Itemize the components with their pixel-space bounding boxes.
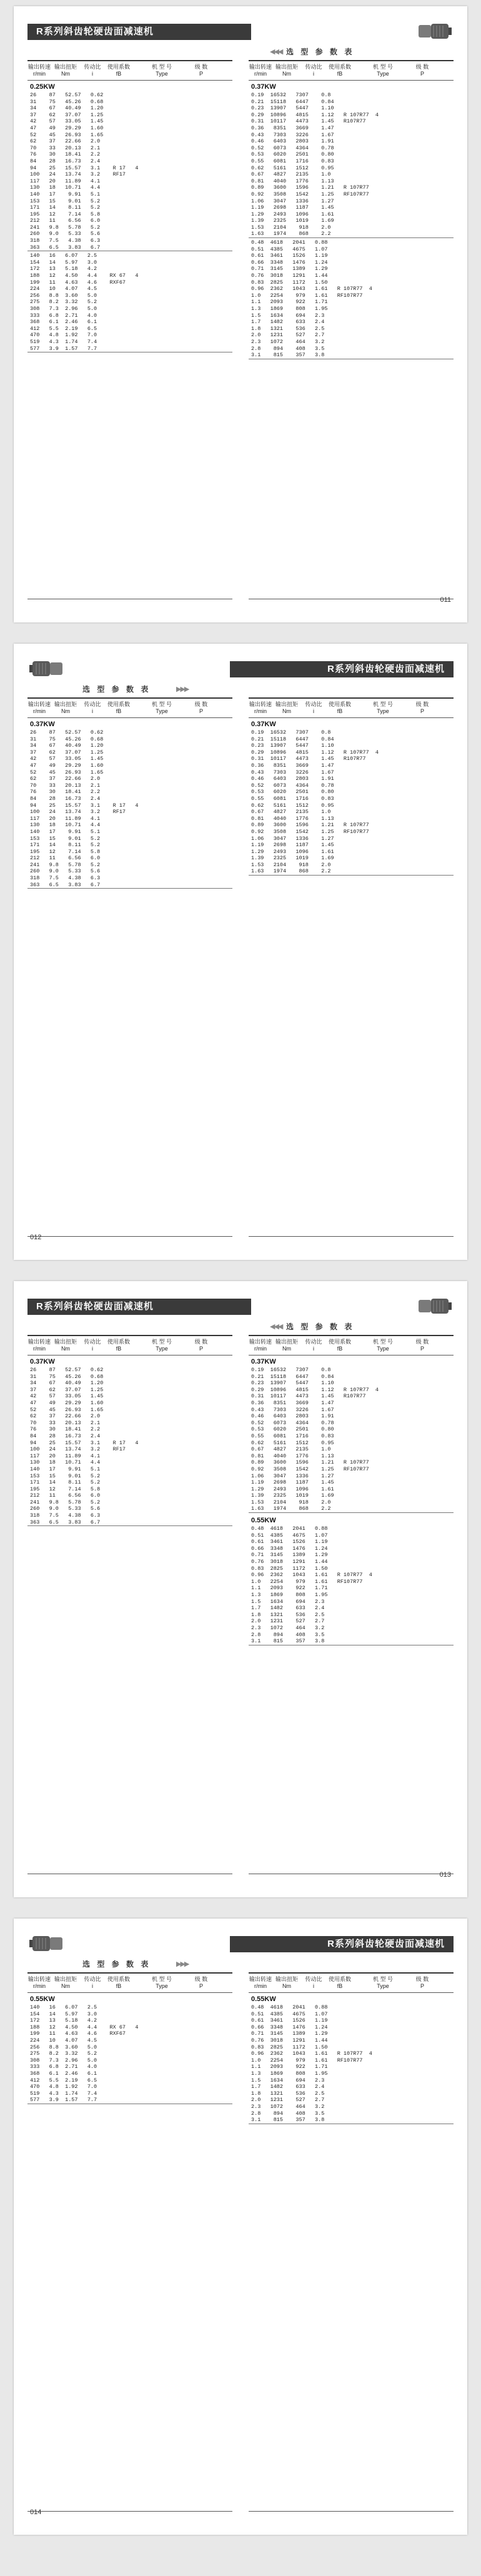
table-row: 188 12 4.50 4.4 RX 67 4 bbox=[30, 2024, 139, 2030]
table-row: 0.71 3145 1389 1.29 bbox=[251, 266, 328, 272]
table-row: 241 9.8 5.78 5.2 bbox=[30, 224, 101, 231]
rows-group bbox=[249, 1525, 454, 1645]
power-heading: 0.37KW bbox=[30, 721, 55, 728]
table-row: 94 25 15.57 3.1 R 17 4 bbox=[30, 802, 139, 809]
table-row: 1.29 2493 1096 1.61 bbox=[251, 848, 334, 855]
table-row: 0.66 3348 1476 1.24 bbox=[251, 1545, 328, 1552]
table-row: 1.19 2698 1187 1.45 bbox=[251, 842, 334, 849]
table-row: 0.51 4385 4675 1.07 bbox=[251, 246, 328, 252]
table-row: 2.0 1231 527 2.7 bbox=[251, 332, 325, 339]
table-row: 0.48 4618 2041 0.88 bbox=[251, 2004, 328, 2010]
table-row: 0.51 4385 4675 1.07 bbox=[251, 2010, 328, 2017]
table-row: 0.36 8351 3669 1.47 bbox=[251, 124, 334, 131]
table-row: 1.3 1869 808 1.95 bbox=[251, 1592, 328, 1598]
table-row: 1.5 1634 694 2.3 bbox=[251, 2077, 325, 2084]
table-row: 3.1 815 357 3.8 bbox=[251, 2117, 325, 2124]
table-row: 0.92 3508 1542 1.25 RF107R77 bbox=[251, 828, 369, 835]
table-row: 42 57 33.05 1.45 bbox=[30, 118, 104, 125]
table-row: 1.1 2093 922 1.71 bbox=[251, 299, 328, 306]
table-row: 368 6.1 2.46 6.1 bbox=[30, 319, 97, 326]
table-row: 171 14 8.11 5.2 bbox=[30, 1479, 101, 1486]
table-row: 519 4.3 1.74 7.4 bbox=[30, 2090, 97, 2097]
table-row: 140 16 6.07 2.5 bbox=[30, 252, 97, 259]
table-row: 140 17 9.91 5.1 bbox=[30, 1465, 101, 1472]
table-row: 1.7 1482 633 2.4 bbox=[251, 319, 325, 326]
table-row: 117 20 11.89 4.1 bbox=[30, 815, 101, 822]
table-row: 0.67 4827 2135 1.0 bbox=[251, 1446, 331, 1453]
table-row: 1.39 2325 1019 1.69 bbox=[251, 855, 334, 862]
table-row: 260 9.0 5.33 5.6 bbox=[30, 1505, 101, 1512]
arrow-decoration: ◀◀◀ bbox=[270, 48, 282, 56]
table-row: 0.31 10117 4473 1.45 R107R77 bbox=[251, 756, 366, 762]
table-row: 37 62 37.07 1.25 bbox=[30, 749, 104, 756]
page-title: R系列斜齿轮硬齿面减速机 bbox=[230, 1936, 454, 1952]
table-row: 0.61 3461 1526 1.19 bbox=[251, 1539, 328, 1545]
table-row: 2.8 894 408 3.5 bbox=[251, 345, 325, 352]
table-row: 0.76 3018 1291 1.44 bbox=[251, 2037, 328, 2044]
table-row: 0.96 2362 1043 1.61 R 107R77 4 bbox=[251, 2050, 372, 2057]
table-row: 188 12 4.50 4.4 RX 67 4 bbox=[30, 272, 139, 279]
table-row: 76 30 18.41 2.2 bbox=[30, 151, 101, 158]
table-row: 70 33 20.13 2.1 bbox=[30, 1419, 101, 1426]
table-row: 0.52 6073 4364 0.78 bbox=[251, 1419, 334, 1426]
table-row: 52 45 26.93 1.65 bbox=[30, 769, 104, 776]
table-row: 34 67 40.49 1.20 bbox=[30, 1380, 104, 1387]
page-2 bbox=[14, 644, 467, 1260]
table-row: 0.21 15118 6447 0.84 bbox=[251, 736, 334, 742]
table-row: 94 25 15.57 3.1 R 17 4 bbox=[30, 164, 139, 171]
table-row: 363 6.5 3.83 6.7 bbox=[30, 244, 101, 251]
table-row: 212 11 6.56 6.0 bbox=[30, 1492, 101, 1499]
table-row: 3.1 815 357 3.8 bbox=[251, 1638, 325, 1645]
table-row: 0.21 15118 6447 0.84 bbox=[251, 1373, 334, 1380]
table-row: 140 16 6.07 2.5 bbox=[30, 2004, 97, 2010]
table-row: 0.48 4618 2041 0.88 bbox=[251, 1525, 328, 1532]
page-number: 013 bbox=[439, 1871, 451, 1879]
power-heading: 0.25KW bbox=[30, 83, 55, 91]
table-column-left bbox=[27, 1972, 232, 2512]
table-row: 100 24 13.74 3.2 RF17 bbox=[30, 171, 126, 178]
table-row: 368 6.1 2.46 6.1 bbox=[30, 2070, 97, 2077]
gear-motor-icon bbox=[29, 657, 64, 679]
table-row: 363 6.5 3.83 6.7 bbox=[30, 881, 101, 888]
table-row: 2.3 1072 464 3.2 bbox=[251, 1624, 325, 1631]
table-row: 1.06 3047 1336 1.27 bbox=[251, 835, 334, 842]
table-row: 0.43 7303 3226 1.67 bbox=[251, 769, 334, 776]
table-row: 62 37 22.66 2.0 bbox=[30, 138, 101, 145]
table-row: 1.29 2493 1096 1.61 bbox=[251, 211, 334, 217]
table-row: 275 8.2 3.32 5.2 bbox=[30, 2050, 97, 2057]
table-row: 0.29 10896 4815 1.12 R 107R77 4 bbox=[251, 1386, 379, 1393]
table-row: 333 6.8 2.71 4.0 bbox=[30, 312, 97, 319]
table-row: 154 14 5.97 3.0 bbox=[30, 259, 97, 266]
power-heading: 0.37KW bbox=[251, 721, 276, 728]
table-row: 1.0 2254 979 1.61 RF107R77 bbox=[251, 292, 363, 299]
table-row: 1.53 2104 918 2.0 bbox=[251, 861, 331, 868]
table-row: 31 75 45.26 0.68 bbox=[30, 1373, 104, 1380]
power-heading: 0.37KW bbox=[30, 1358, 55, 1365]
table-row: 0.29 10896 4815 1.12 R 107R77 4 bbox=[251, 749, 379, 756]
page-subtitle: 选 型 参 数 表 bbox=[286, 1322, 355, 1331]
table-row: 0.67 4827 2135 1.0 bbox=[251, 171, 331, 178]
table-row: 31 75 45.26 0.68 bbox=[30, 736, 104, 742]
table-row: 130 18 10.71 4.4 bbox=[30, 822, 101, 829]
table-row: 0.52 6073 4364 0.78 bbox=[251, 144, 334, 151]
table-row: 100 24 13.74 3.2 RF17 bbox=[30, 809, 126, 816]
table-row: 1.0 2254 979 1.61 RF107R77 bbox=[251, 2057, 363, 2064]
table-column-left bbox=[27, 1335, 232, 1874]
table-row: 1.5 1634 694 2.3 bbox=[251, 1598, 325, 1605]
table-row: 0.31 10117 4473 1.45 R107R77 bbox=[251, 118, 366, 125]
table-row: 412 5.5 2.19 6.5 bbox=[30, 2077, 97, 2084]
table-row: 70 33 20.13 2.1 bbox=[30, 144, 101, 151]
table-row: 0.43 7303 3226 1.67 bbox=[251, 131, 334, 138]
table-row: 0.55 6081 1716 0.83 bbox=[251, 157, 334, 164]
table-row: 260 9.0 5.33 5.6 bbox=[30, 231, 101, 237]
rows-group bbox=[249, 1367, 454, 1513]
table-row: 26 87 52.57 0.62 bbox=[30, 1367, 104, 1373]
table-row: 0.96 2362 1043 1.61 R 107R77 4 bbox=[251, 286, 372, 292]
table-row: 1.1 2093 922 1.71 bbox=[251, 1585, 328, 1592]
page-1 bbox=[14, 6, 467, 622]
table-row: 199 11 4.63 4.6 RXF67 bbox=[30, 279, 126, 286]
table-row: 117 20 11.89 4.1 bbox=[30, 177, 101, 184]
table-row: 26 87 52.57 0.62 bbox=[30, 729, 104, 736]
table-row: 0.81 4040 1776 1.13 bbox=[251, 177, 334, 184]
table-row: 153 15 9.01 5.2 bbox=[30, 197, 101, 204]
table-row: 1.5 1634 694 2.3 bbox=[251, 312, 325, 319]
page-number: 011 bbox=[440, 596, 451, 604]
table-row: 37 62 37.07 1.25 bbox=[30, 1386, 104, 1393]
table-row: 1.53 2104 918 2.0 bbox=[251, 224, 331, 231]
table-row: 195 12 7.14 5.8 bbox=[30, 211, 101, 217]
page-subtitle: 选 型 参 数 表 bbox=[82, 685, 151, 694]
table-row: 34 67 40.49 1.20 bbox=[30, 742, 104, 749]
table-row: 1.3 1869 808 1.95 bbox=[251, 2070, 328, 2077]
table-row: 0.83 2825 1172 1.50 bbox=[251, 1565, 328, 1572]
table-row: 519 4.3 1.74 7.4 bbox=[30, 338, 97, 345]
table-row: 308 7.3 2.96 5.0 bbox=[30, 2057, 97, 2064]
page-title: R系列斜齿轮硬齿面减速机 bbox=[27, 1299, 251, 1315]
table-row: 100 24 13.74 3.2 RF17 bbox=[30, 1446, 126, 1453]
table-row: 0.89 3600 1596 1.21 R 107R77 bbox=[251, 184, 369, 191]
table-row: 195 12 7.14 5.8 bbox=[30, 1485, 101, 1492]
table-row: 140 17 9.91 5.1 bbox=[30, 828, 101, 835]
table-row: 0.19 16532 7307 0.8 bbox=[251, 92, 331, 98]
table-row: 3.1 815 357 3.8 bbox=[251, 352, 325, 359]
table-row: 84 28 16.73 2.4 bbox=[30, 157, 101, 164]
table-row: 0.62 5161 1512 0.95 bbox=[251, 164, 334, 171]
table-row: 212 11 6.56 6.0 bbox=[30, 855, 101, 862]
table-row: 1.7 1482 633 2.4 bbox=[251, 2084, 325, 2090]
table-header: 输出转速 r/min 输出扭矩 Nm 传动比 i 使用系数 fB 机 型 号 Type 级 数 P bbox=[27, 61, 232, 81]
arrow-decoration: ◀◀◀ bbox=[270, 1323, 282, 1330]
table-row: 1.8 1321 536 2.5 bbox=[251, 2090, 325, 2097]
table-header: 输出转速 r/min 输出扭矩 Nm 传动比 i 使用系数 fB 机 型 号 Type 级 数 P bbox=[27, 1336, 232, 1355]
table-row: 0.29 10896 4815 1.12 R 107R77 4 bbox=[251, 111, 379, 118]
table-row: 1.63 1974 868 2.2 bbox=[251, 1505, 331, 1512]
table-row: 2.0 1231 527 2.7 bbox=[251, 2097, 325, 2104]
table-row: 172 13 5.18 4.2 bbox=[30, 2017, 97, 2024]
table-row: 0.23 13907 5447 1.10 bbox=[251, 105, 334, 112]
table-header: 输出转速 r/min 输出扭矩 Nm 传动比 i 使用系数 fB 机 型 号 Type 级 数 P bbox=[27, 699, 232, 718]
power-heading: 0.55KW bbox=[251, 1517, 276, 1525]
arrow-decoration: ▶▶▶ bbox=[176, 686, 189, 693]
page-number: 012 bbox=[30, 1234, 42, 1241]
table-row: 1.0 2254 979 1.61 RF107R77 bbox=[251, 1578, 363, 1585]
table-row: 0.81 4040 1776 1.13 bbox=[251, 815, 334, 822]
table-row: 2.8 894 408 3.5 bbox=[251, 2110, 325, 2117]
table-row: 0.46 6403 2803 1.91 bbox=[251, 776, 334, 782]
table-row: 241 9.8 5.78 5.2 bbox=[30, 861, 101, 868]
table-row: 363 6.5 3.83 6.7 bbox=[30, 1519, 101, 1525]
power-heading: 0.55KW bbox=[30, 1995, 55, 2003]
table-row: 140 17 9.91 5.1 bbox=[30, 191, 101, 197]
table-row: 241 9.8 5.78 5.2 bbox=[30, 1499, 101, 1505]
table-row: 117 20 11.89 4.1 bbox=[30, 1452, 101, 1459]
table-row: 62 37 22.66 2.0 bbox=[30, 1413, 101, 1420]
table-row: 52 45 26.93 1.65 bbox=[30, 1406, 104, 1413]
table-row: 0.19 16532 7307 0.8 bbox=[251, 1367, 331, 1373]
page-subtitle: 选 型 参 数 表 bbox=[82, 1960, 151, 1969]
power-heading: 0.37KW bbox=[251, 83, 276, 91]
table-row: 0.71 3145 1389 1.29 bbox=[251, 1552, 328, 1559]
table-row: 1.06 3047 1336 1.27 bbox=[251, 1472, 334, 1479]
table-row: 0.51 4385 4675 1.07 bbox=[251, 1532, 328, 1539]
table-column-right bbox=[249, 697, 454, 1237]
table-row: 0.19 16532 7307 0.8 bbox=[251, 729, 331, 736]
table-row: 47 49 29.29 1.60 bbox=[30, 124, 104, 131]
table-row: 2.0 1231 527 2.7 bbox=[251, 1618, 325, 1625]
gear-motor-icon bbox=[417, 20, 452, 41]
table-row: 1.39 2325 1019 1.69 bbox=[251, 1492, 334, 1499]
table-row: 42 57 33.05 1.45 bbox=[30, 1393, 104, 1400]
table-row: 94 25 15.57 3.1 R 17 4 bbox=[30, 1439, 139, 1446]
table-row: 0.62 5161 1512 0.95 bbox=[251, 802, 334, 809]
table-row: 84 28 16.73 2.4 bbox=[30, 1432, 101, 1439]
table-row: 153 15 9.01 5.2 bbox=[30, 835, 101, 842]
table-row: 76 30 18.41 2.2 bbox=[30, 789, 101, 796]
table-row: 37 62 37.07 1.25 bbox=[30, 111, 104, 118]
table-row: 275 8.2 3.32 5.2 bbox=[30, 299, 97, 306]
gear-motor-icon bbox=[29, 1932, 64, 1954]
table-row: 1.7 1482 633 2.4 bbox=[251, 1605, 325, 1612]
table-row: 0.43 7303 3226 1.67 bbox=[251, 1406, 334, 1413]
rows-group bbox=[249, 239, 454, 359]
rows-group bbox=[249, 2004, 454, 2124]
table-row: 224 10 4.07 4.5 bbox=[30, 286, 97, 292]
table-row: 1.8 1321 536 2.5 bbox=[251, 325, 325, 332]
table-row: 0.96 2362 1043 1.61 R 107R77 4 bbox=[251, 1572, 372, 1579]
table-row: 308 7.3 2.96 5.0 bbox=[30, 306, 97, 312]
table-row: 333 6.8 2.71 4.0 bbox=[30, 2064, 97, 2070]
table-row: 2.3 1072 464 3.2 bbox=[251, 338, 325, 345]
table-row: 0.89 3600 1596 1.21 R 107R77 bbox=[251, 1459, 369, 1466]
page-number: 014 bbox=[30, 2509, 42, 2516]
table-column-right bbox=[249, 1335, 454, 1874]
table-row: 84 28 16.73 2.4 bbox=[30, 795, 101, 802]
table-row: 1.3 1869 808 1.95 bbox=[251, 306, 328, 312]
table-row: 1.39 2325 1019 1.69 bbox=[251, 217, 334, 224]
table-row: 0.61 3461 1526 1.19 bbox=[251, 2017, 328, 2024]
table-row: 1.19 2698 1187 1.45 bbox=[251, 204, 334, 211]
table-row: 0.66 3348 1476 1.24 bbox=[251, 259, 328, 266]
table-row: 0.83 2825 1172 1.50 bbox=[251, 2044, 328, 2050]
table-row: 130 18 10.71 4.4 bbox=[30, 1459, 101, 1466]
table-row: 0.36 8351 3669 1.47 bbox=[251, 1399, 334, 1406]
table-row: 172 13 5.18 4.2 bbox=[30, 266, 97, 272]
table-row: 0.92 3508 1542 1.25 RF107R77 bbox=[251, 1465, 369, 1472]
table-header: 输出转速 r/min 输出扭矩 Nm 传动比 i 使用系数 fB 机 型 号 Type 级 数 P bbox=[249, 1974, 454, 1993]
table-row: 0.92 3508 1542 1.25 RF107R77 bbox=[251, 191, 369, 197]
rows-group bbox=[27, 252, 232, 352]
table-row: 0.71 3145 1389 1.29 bbox=[251, 2030, 328, 2037]
rows-group bbox=[27, 2004, 232, 2104]
table-row: 260 9.0 5.33 5.6 bbox=[30, 868, 101, 875]
table-row: 212 11 6.56 6.0 bbox=[30, 217, 101, 224]
table-row: 0.52 6073 4364 0.78 bbox=[251, 782, 334, 789]
table-row: 42 57 33.05 1.45 bbox=[30, 756, 104, 762]
table-row: 0.36 8351 3669 1.47 bbox=[251, 762, 334, 769]
table-row: 0.48 4618 2041 0.88 bbox=[251, 239, 328, 246]
table-row: 0.31 10117 4473 1.45 R107R77 bbox=[251, 1393, 366, 1400]
table-row: 70 33 20.13 2.1 bbox=[30, 782, 101, 789]
table-row: 0.67 4827 2135 1.0 bbox=[251, 809, 331, 816]
arrow-decoration: ▶▶▶ bbox=[176, 1960, 189, 1968]
power-heading: 0.37KW bbox=[251, 1358, 276, 1365]
page-title: R系列斜齿轮硬齿面减速机 bbox=[27, 24, 251, 40]
table-row: 34 67 40.49 1.20 bbox=[30, 105, 104, 112]
table-row: 1.19 2698 1187 1.45 bbox=[251, 1479, 334, 1486]
table-row: 0.81 4040 1776 1.13 bbox=[251, 1452, 334, 1459]
table-header: 输出转速 r/min 输出扭矩 Nm 传动比 i 使用系数 fB 机 型 号 Type 级 数 P bbox=[27, 1974, 232, 1993]
table-row: 0.53 6020 2501 0.80 bbox=[251, 151, 334, 158]
table-row: 577 3.9 1.57 7.7 bbox=[30, 2097, 97, 2104]
table-row: 62 37 22.66 2.0 bbox=[30, 776, 101, 782]
table-row: 0.21 15118 6447 0.84 bbox=[251, 98, 334, 105]
table-row: 0.53 6020 2501 0.80 bbox=[251, 1426, 334, 1433]
table-row: 47 49 29.29 1.60 bbox=[30, 762, 104, 769]
page-4 bbox=[14, 1919, 467, 2535]
table-row: 0.83 2825 1172 1.50 bbox=[251, 279, 328, 286]
table-row: 52 45 26.93 1.65 bbox=[30, 131, 104, 138]
gear-motor-icon bbox=[417, 1295, 452, 1316]
table-row: 318 7.5 4.38 6.3 bbox=[30, 1512, 101, 1519]
table-row: 256 8.8 3.60 5.0 bbox=[30, 2044, 97, 2050]
table-header: 输出转速 r/min 输出扭矩 Nm 传动比 i 使用系数 fB 机 型 号 Type 级 数 P bbox=[249, 699, 454, 718]
rows-group bbox=[249, 92, 454, 238]
table-row: 199 11 4.63 4.6 RXF67 bbox=[30, 2030, 126, 2037]
table-row: 154 14 5.97 3.0 bbox=[30, 2010, 97, 2017]
rows-group bbox=[249, 729, 454, 876]
table-column-left bbox=[27, 697, 232, 1237]
table-row: 0.62 5161 1512 0.95 bbox=[251, 1439, 334, 1446]
table-column-left bbox=[27, 60, 232, 599]
rows-group bbox=[27, 729, 232, 889]
table-row: 1.1 2093 922 1.71 bbox=[251, 2064, 328, 2070]
table-row: 2.8 894 408 3.5 bbox=[251, 1631, 325, 1638]
table-row: 1.06 3047 1336 1.27 bbox=[251, 197, 334, 204]
page-title: R系列斜齿轮硬齿面减速机 bbox=[230, 661, 454, 677]
table-column-right bbox=[249, 60, 454, 599]
table-row: 0.76 3018 1291 1.44 bbox=[251, 272, 328, 279]
table-column-right bbox=[249, 1972, 454, 2512]
table-row: 0.23 13907 5447 1.10 bbox=[251, 1380, 334, 1387]
power-heading: 0.55KW bbox=[251, 1995, 276, 2003]
table-row: 0.66 3348 1476 1.24 bbox=[251, 2024, 328, 2030]
rows-group bbox=[27, 92, 232, 251]
table-row: 470 4.8 1.92 7.0 bbox=[30, 2084, 97, 2090]
table-row: 577 3.9 1.57 7.7 bbox=[30, 345, 97, 352]
table-row: 1.63 1974 868 2.2 bbox=[251, 868, 331, 875]
table-row: 0.23 13907 5447 1.10 bbox=[251, 742, 334, 749]
table-header: 输出转速 r/min 输出扭矩 Nm 传动比 i 使用系数 fB 机 型 号 Type 级 数 P bbox=[249, 1336, 454, 1355]
table-row: 153 15 9.01 5.2 bbox=[30, 1472, 101, 1479]
table-row: 1.53 2104 918 2.0 bbox=[251, 1499, 331, 1505]
table-row: 1.63 1974 868 2.2 bbox=[251, 231, 331, 237]
table-row: 195 12 7.14 5.8 bbox=[30, 848, 101, 855]
table-row: 0.89 3600 1596 1.21 R 107R77 bbox=[251, 822, 369, 829]
table-row: 171 14 8.11 5.2 bbox=[30, 842, 101, 849]
table-row: 1.8 1321 536 2.5 bbox=[251, 1611, 325, 1618]
table-row: 318 7.5 4.38 6.3 bbox=[30, 237, 101, 244]
table-row: 0.53 6020 2501 0.80 bbox=[251, 789, 334, 796]
table-row: 0.55 6081 1716 0.83 bbox=[251, 795, 334, 802]
table-row: 1.29 2493 1096 1.61 bbox=[251, 1485, 334, 1492]
page-3 bbox=[14, 1281, 467, 1897]
table-row: 171 14 8.11 5.2 bbox=[30, 204, 101, 211]
rows-group bbox=[27, 1367, 232, 1526]
table-row: 47 49 29.29 1.60 bbox=[30, 1399, 104, 1406]
table-row: 26 87 52.57 0.62 bbox=[30, 92, 104, 98]
table-row: 2.3 1072 464 3.2 bbox=[251, 2103, 325, 2110]
table-row: 31 75 45.26 0.68 bbox=[30, 98, 104, 105]
table-row: 412 5.5 2.19 6.5 bbox=[30, 325, 97, 332]
table-row: 470 4.8 1.92 7.0 bbox=[30, 332, 97, 339]
table-row: 76 30 18.41 2.2 bbox=[30, 1426, 101, 1433]
table-row: 0.46 6403 2803 1.91 bbox=[251, 1413, 334, 1420]
table-row: 0.55 6081 1716 0.83 bbox=[251, 1432, 334, 1439]
page-subtitle: 选 型 参 数 表 bbox=[286, 47, 355, 56]
table-row: 318 7.5 4.38 6.3 bbox=[30, 875, 101, 882]
table-row: 256 8.8 3.60 5.0 bbox=[30, 292, 97, 299]
table-row: 224 10 4.07 4.5 bbox=[30, 2037, 97, 2044]
table-row: 0.61 3461 1526 1.19 bbox=[251, 252, 328, 259]
table-header: 输出转速 r/min 输出扭矩 Nm 传动比 i 使用系数 fB 机 型 号 Type 级 数 P bbox=[249, 61, 454, 81]
table-row: 0.46 6403 2803 1.91 bbox=[251, 138, 334, 145]
table-row: 130 18 10.71 4.4 bbox=[30, 184, 101, 191]
table-row: 0.76 3018 1291 1.44 bbox=[251, 1559, 328, 1565]
